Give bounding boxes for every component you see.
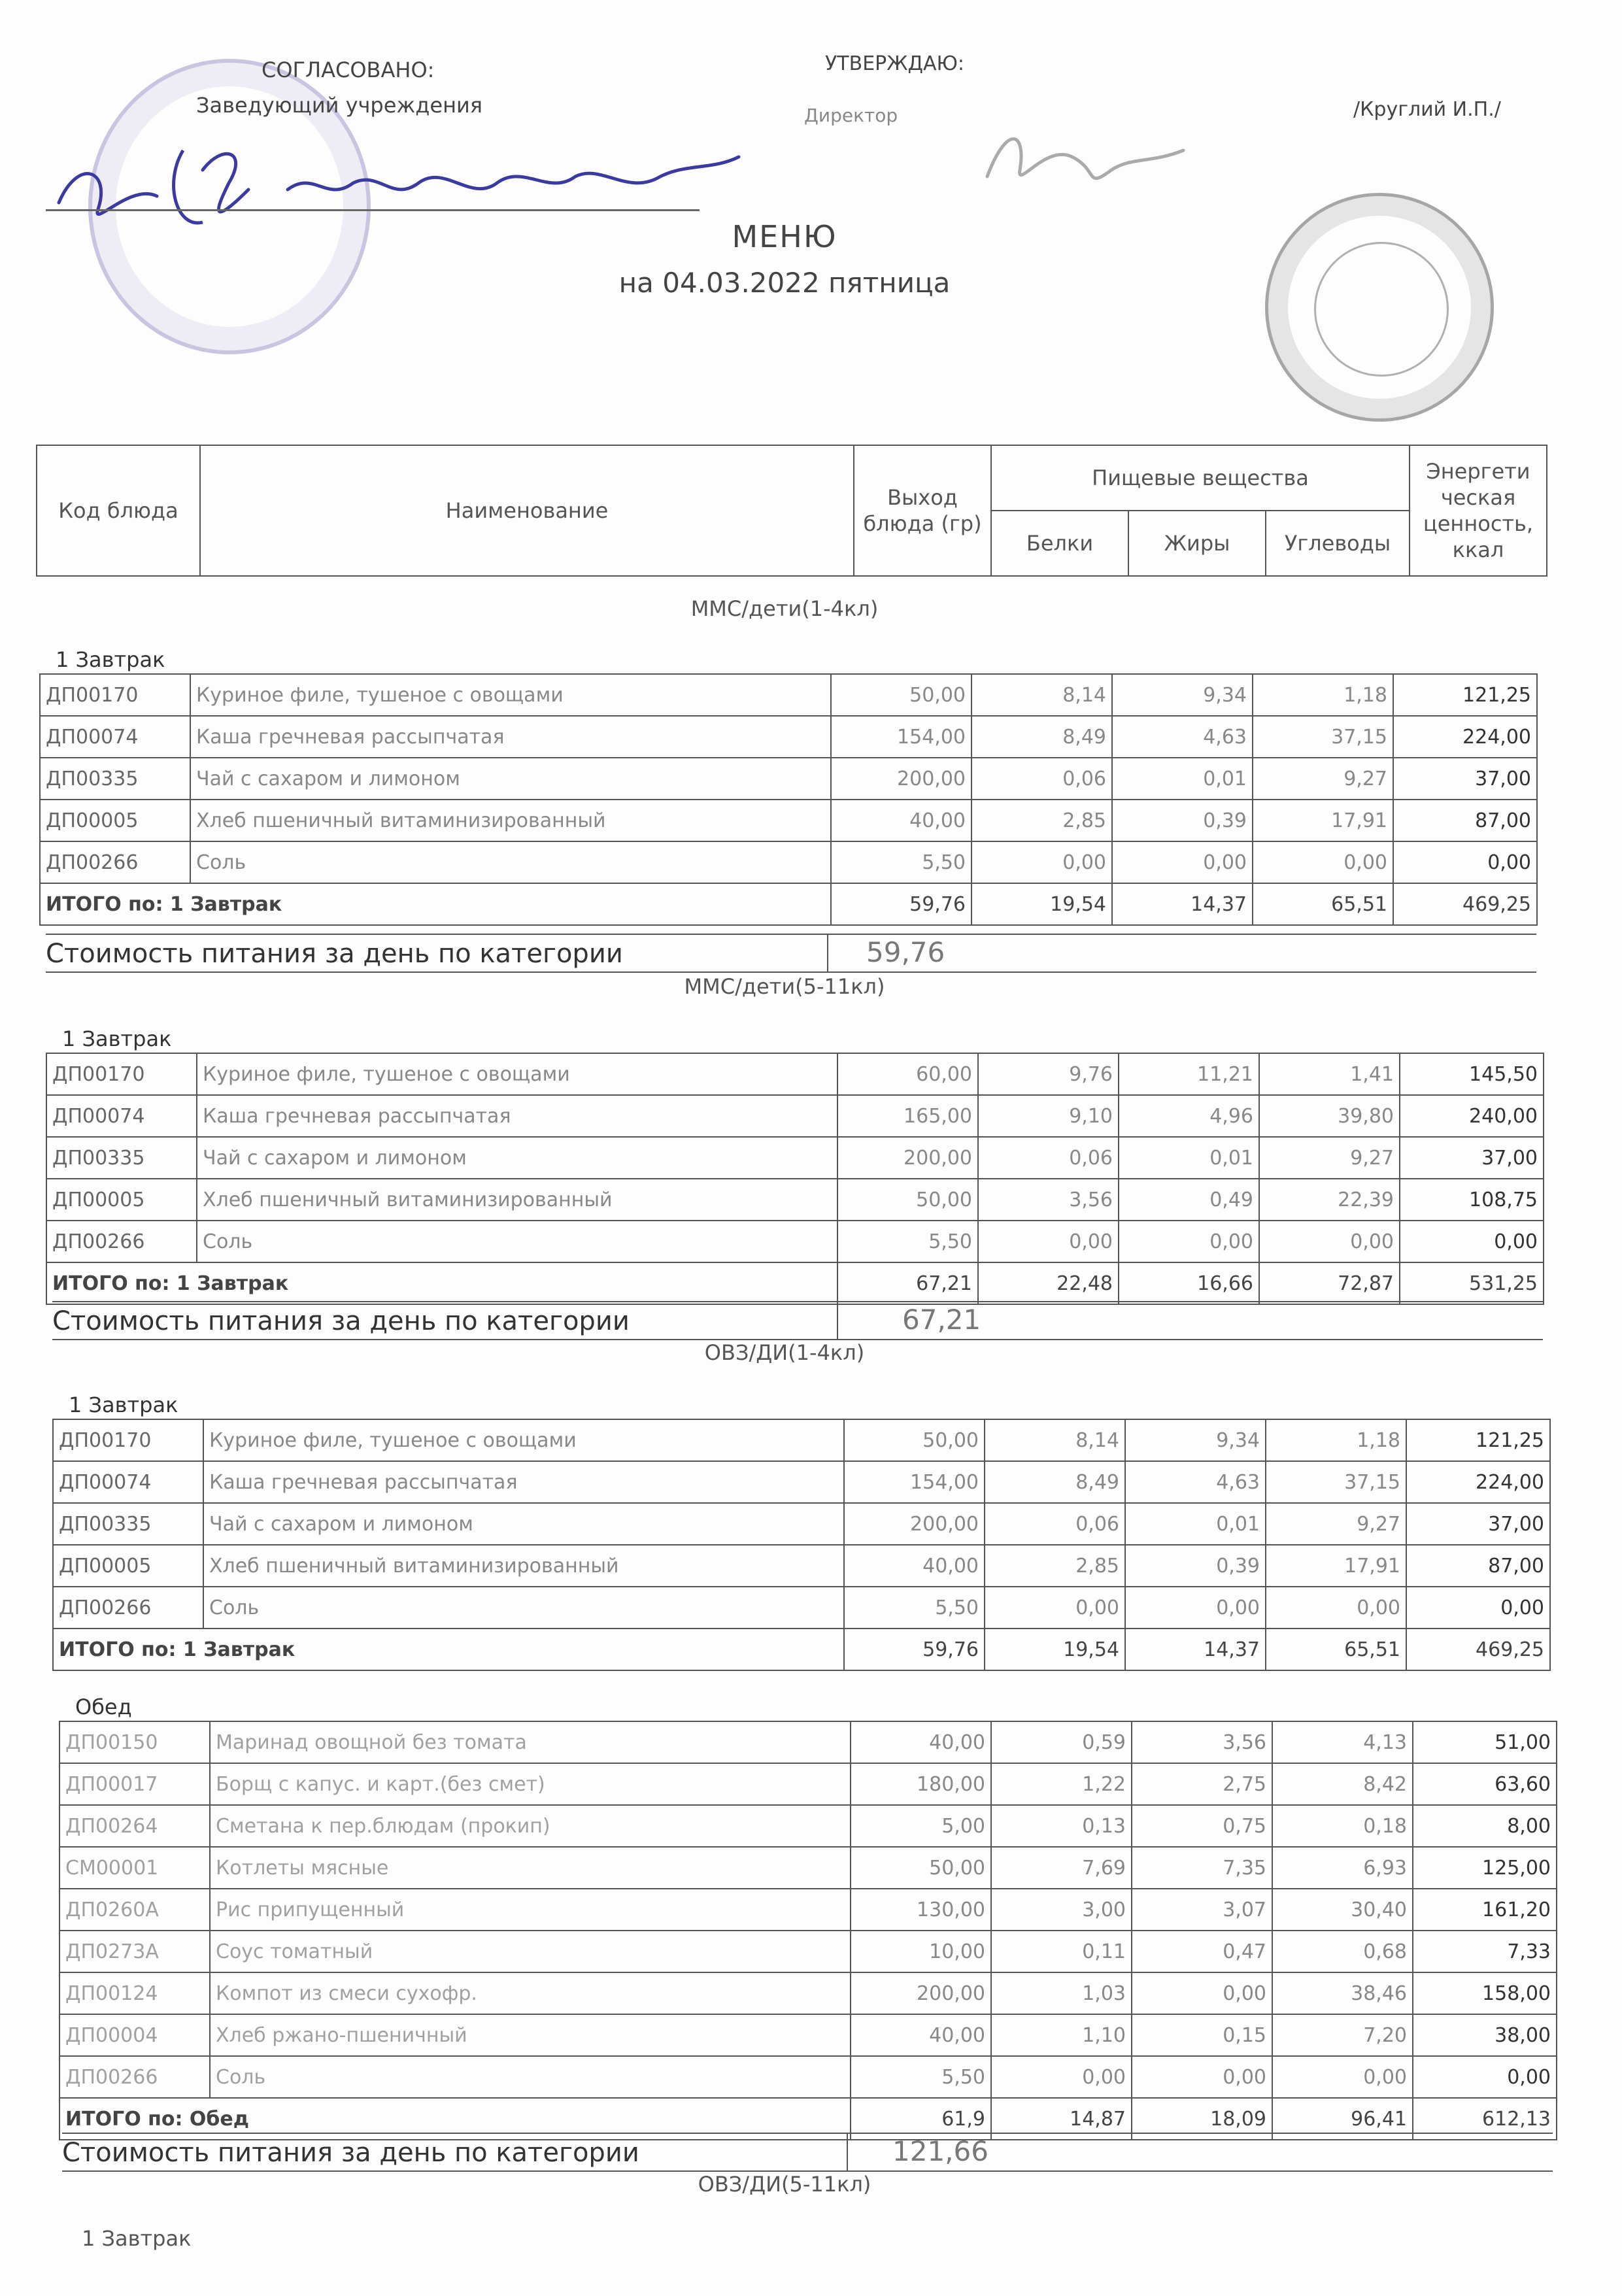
table-row <box>40 758 1537 800</box>
dish-fat: 4,96 <box>1119 1095 1259 1137</box>
dish-fat: 4,63 <box>1112 716 1253 758</box>
meal-label: 1 Завтрак <box>56 647 165 672</box>
dish-energy: 51,00 <box>1413 1721 1557 1763</box>
dish-protein: 0,13 <box>991 1805 1132 1847</box>
dish-code: ДП00266 <box>40 841 190 883</box>
dish-fat: 9,34 <box>1112 674 1253 716</box>
section-label: ММС/дети(1-4кл) <box>690 596 879 621</box>
dish-code: ДП00150 <box>59 1721 210 1763</box>
table-row <box>59 2056 1557 2098</box>
total-fat: 16,66 <box>1119 1262 1259 1304</box>
cost-separator <box>847 2134 848 2170</box>
dish-yield: 200,00 <box>837 1137 978 1179</box>
table-row <box>40 674 1537 716</box>
dish-protein: 1,22 <box>991 1763 1132 1805</box>
table-row <box>53 1461 1550 1503</box>
meal-label: 1 Завтрак <box>82 2226 192 2251</box>
dish-yield: 40,00 <box>844 1545 985 1587</box>
dish-protein: 0,00 <box>978 1221 1119 1262</box>
total-carbs: 96,41 <box>1272 2098 1413 2140</box>
dish-energy: 87,00 <box>1393 800 1537 841</box>
dish-energy: 0,00 <box>1406 1587 1550 1629</box>
dish-protein: 0,11 <box>991 1931 1132 1972</box>
table-row <box>46 1179 1544 1221</box>
total-energy: 469,25 <box>1393 883 1537 925</box>
total-yield: 59,76 <box>844 1629 985 1670</box>
dish-fat: 0,01 <box>1119 1137 1259 1179</box>
dish-carbs: 30,40 <box>1272 1889 1413 1931</box>
dish-carbs: 4,13 <box>1272 1721 1413 1763</box>
col-code: Код блюда <box>37 445 200 576</box>
table-row <box>53 1587 1550 1629</box>
total-fat: 14,37 <box>1125 1629 1266 1670</box>
table-row <box>59 1931 1557 1972</box>
dish-code: ДП00266 <box>53 1587 203 1629</box>
table-row <box>40 800 1537 841</box>
total-yield: 61,9 <box>851 2098 991 2140</box>
dish-energy: 224,00 <box>1393 716 1537 758</box>
director-name: /Круглий И.П./ <box>1353 98 1501 121</box>
dish-carbs: 39,80 <box>1259 1095 1400 1137</box>
dish-carbs: 17,91 <box>1253 800 1393 841</box>
meal-label: 1 Завтрак <box>69 1393 178 1417</box>
dish-carbs: 0,00 <box>1266 1587 1406 1629</box>
table-row <box>53 1503 1550 1545</box>
dish-energy: 63,60 <box>1413 1763 1557 1805</box>
dish-protein: 1,03 <box>991 1972 1132 2014</box>
total-row <box>46 1262 1544 1304</box>
dish-carbs: 1,41 <box>1259 1053 1400 1095</box>
dish-yield: 50,00 <box>851 1847 991 1889</box>
dish-fat: 11,21 <box>1119 1053 1259 1095</box>
dish-carbs: 37,15 <box>1253 716 1393 758</box>
dish-protein: 0,00 <box>972 841 1112 883</box>
dish-yield: 5,50 <box>851 2056 991 2098</box>
total-label: ИТОГО по: 1 Завтрак <box>40 883 831 925</box>
total-protein: 22,48 <box>978 1262 1119 1304</box>
dish-carbs: 0,00 <box>1259 1221 1400 1262</box>
total-row <box>53 1629 1550 1670</box>
dish-yield: 5,50 <box>831 841 972 883</box>
dish-yield: 40,00 <box>851 2014 991 2056</box>
table-row <box>59 1889 1557 1931</box>
dish-name: Хлеб пшеничный витаминизированный <box>203 1545 844 1587</box>
total-energy: 531,25 <box>1400 1262 1544 1304</box>
dish-fat: 4,63 <box>1125 1461 1266 1503</box>
dish-protein: 8,49 <box>985 1461 1125 1503</box>
dish-yield: 154,00 <box>844 1461 985 1503</box>
table-row <box>59 1972 1557 2014</box>
dish-name: Компот из смеси сухофр. <box>210 1972 851 2014</box>
dish-energy: 108,75 <box>1400 1179 1544 1221</box>
dish-code: ДП00264 <box>59 1805 210 1847</box>
dish-carbs: 7,20 <box>1272 2014 1413 2056</box>
table-row <box>59 1763 1557 1805</box>
dish-name: Чай с сахаром и лимоном <box>190 758 831 800</box>
dish-code: ДП00074 <box>40 716 190 758</box>
dish-carbs: 9,27 <box>1259 1137 1400 1179</box>
table-row <box>46 1137 1544 1179</box>
table-row <box>46 1095 1544 1137</box>
dish-protein: 8,14 <box>985 1419 1125 1461</box>
dish-carbs: 9,27 <box>1253 758 1393 800</box>
dish-carbs: 8,42 <box>1272 1763 1413 1805</box>
dish-fat: 7,35 <box>1132 1847 1272 1889</box>
dish-code: ДП00335 <box>53 1503 203 1545</box>
dish-carbs: 17,91 <box>1266 1545 1406 1587</box>
dish-yield: 5,50 <box>844 1587 985 1629</box>
dish-yield: 60,00 <box>837 1053 978 1095</box>
dish-name: Каша гречневая рассыпчатая <box>203 1461 844 1503</box>
dish-yield: 50,00 <box>831 674 972 716</box>
dish-fat: 0,39 <box>1112 800 1253 841</box>
dish-energy: 240,00 <box>1400 1095 1544 1137</box>
total-carbs: 65,51 <box>1266 1629 1406 1670</box>
meal-label: Обед <box>75 1695 132 1719</box>
dish-carbs: 0,00 <box>1253 841 1393 883</box>
dish-energy: 37,00 <box>1406 1503 1550 1545</box>
confirm-label: УТВЕРЖДАЮ: <box>825 52 965 75</box>
dish-carbs: 37,15 <box>1266 1461 1406 1503</box>
dish-energy: 224,00 <box>1406 1461 1550 1503</box>
dish-name: Соль <box>203 1587 844 1629</box>
dish-carbs: 0,68 <box>1272 1931 1413 1972</box>
dish-name: Рис припущенный <box>210 1889 851 1931</box>
dish-fat: 0,75 <box>1132 1805 1272 1847</box>
cost-label: Стоимость питания за день по категории <box>62 2138 639 2168</box>
meal-label: 1 Завтрак <box>62 1026 172 1051</box>
dish-protein: 8,14 <box>972 674 1112 716</box>
dish-carbs: 1,18 <box>1266 1419 1406 1461</box>
dish-fat: 0,15 <box>1132 2014 1272 2056</box>
dish-code: ДП0273А <box>59 1931 210 1972</box>
dish-protein: 3,00 <box>991 1889 1132 1931</box>
total-protein: 14,87 <box>991 2098 1132 2140</box>
dish-protein: 0,06 <box>972 758 1112 800</box>
total-protein: 19,54 <box>985 1629 1125 1670</box>
dish-code: ДП00005 <box>46 1179 197 1221</box>
dish-code: ДП00005 <box>40 800 190 841</box>
dish-energy: 145,50 <box>1400 1053 1544 1095</box>
dish-energy: 8,00 <box>1413 1805 1557 1847</box>
dish-carbs: 6,93 <box>1272 1847 1413 1889</box>
dish-protein: 3,56 <box>978 1179 1119 1221</box>
total-energy: 612,13 <box>1413 2098 1557 2140</box>
dish-protein: 0,06 <box>985 1503 1125 1545</box>
dish-protein: 0,59 <box>991 1721 1132 1763</box>
total-protein: 19,54 <box>972 883 1112 925</box>
dish-carbs: 22,39 <box>1259 1179 1400 1221</box>
dish-code: ДП00017 <box>59 1763 210 1805</box>
document-date: на 04.03.2022 пятница <box>618 267 951 299</box>
dish-code: ДП00074 <box>53 1461 203 1503</box>
signature-line <box>46 209 700 211</box>
cost-row <box>62 2133 1553 2172</box>
column-header-table <box>36 445 1547 577</box>
dish-fat: 0,47 <box>1132 1931 1272 1972</box>
cost-label: Стоимость питания за день по категории <box>46 939 623 969</box>
dish-fat: 0,00 <box>1112 841 1253 883</box>
dish-name: Маринад овощной без томата <box>210 1721 851 1763</box>
dish-energy: 38,00 <box>1413 2014 1557 2056</box>
total-label: ИТОГО по: 1 Завтрак <box>46 1262 837 1304</box>
col-name: Наименование <box>200 445 854 576</box>
director-signature <box>974 105 1190 203</box>
cost-value: 67,21 <box>902 1304 981 1336</box>
cost-separator <box>827 935 828 971</box>
dish-fat: 0,00 <box>1132 1972 1272 2014</box>
dish-name: Чай с сахаром и лимоном <box>203 1503 844 1545</box>
col-carbs: Углеводы <box>1266 511 1410 576</box>
dish-fat: 0,01 <box>1125 1503 1266 1545</box>
dish-name: Соус томатный <box>210 1931 851 1972</box>
dish-name: Борщ с капус. и карт.(без смет) <box>210 1763 851 1805</box>
dish-protein: 0,00 <box>991 2056 1132 2098</box>
dish-code: ДП00335 <box>40 758 190 800</box>
dish-code: ДП00266 <box>59 2056 210 2098</box>
total-energy: 469,25 <box>1406 1629 1550 1670</box>
section-label: ОВЗ/ДИ(5-11кл) <box>698 2172 871 2197</box>
dish-fat: 3,56 <box>1132 1721 1272 1763</box>
dish-energy: 125,00 <box>1413 1847 1557 1889</box>
dish-code: ДП00074 <box>46 1095 197 1137</box>
dish-name: Котлеты мясные <box>210 1847 851 1889</box>
section-label: ОВЗ/ДИ(1-4кл) <box>704 1340 865 1365</box>
dish-code: ДП00170 <box>46 1053 197 1095</box>
dish-name: Каша гречневая рассыпчатая <box>190 716 831 758</box>
dish-fat: 0,00 <box>1125 1587 1266 1629</box>
dish-yield: 180,00 <box>851 1763 991 1805</box>
dish-name: Хлеб ржано-пшеничный <box>210 2014 851 2056</box>
dish-yield: 130,00 <box>851 1889 991 1931</box>
dish-name: Чай с сахаром и лимоном <box>197 1137 837 1179</box>
dish-code: ДП00170 <box>40 674 190 716</box>
dish-yield: 200,00 <box>851 1972 991 2014</box>
total-carbs: 65,51 <box>1253 883 1393 925</box>
table-row <box>40 716 1537 758</box>
col-nutrients: Пищевые вещества <box>991 445 1410 511</box>
dish-fat: 0,01 <box>1112 758 1253 800</box>
dish-code: ДП00124 <box>59 1972 210 2014</box>
dish-energy: 0,00 <box>1413 2056 1557 2098</box>
table-row <box>53 1419 1550 1461</box>
table-row <box>59 1805 1557 1847</box>
dish-code: ДП00170 <box>53 1419 203 1461</box>
dish-yield: 5,00 <box>851 1805 991 1847</box>
dish-yield: 10,00 <box>851 1931 991 1972</box>
dish-yield: 5,50 <box>837 1221 978 1262</box>
col-energy: Энергети ческая ценность, ккал <box>1410 445 1547 576</box>
dish-fat: 3,07 <box>1132 1889 1272 1931</box>
menu-table <box>46 1053 1544 1305</box>
dish-code: ДП0260А <box>59 1889 210 1931</box>
dish-fat: 0,49 <box>1119 1179 1259 1221</box>
dish-name: Хлеб пшеничный витаминизированный <box>197 1179 837 1221</box>
table-row <box>59 2014 1557 2056</box>
dish-protein: 8,49 <box>972 716 1112 758</box>
table-row <box>46 1221 1544 1262</box>
cost-value: 121,66 <box>892 2135 988 2167</box>
table-row <box>40 841 1537 883</box>
director-label: Директор <box>804 105 898 126</box>
dish-energy: 7,33 <box>1413 1931 1557 1972</box>
dish-yield: 40,00 <box>851 1721 991 1763</box>
table-row <box>59 1721 1557 1763</box>
head-position-label: Заведующий учреждения <box>196 93 483 118</box>
menu-table <box>39 673 1538 926</box>
menu-table <box>59 1721 1557 2140</box>
dish-code: СМ00001 <box>59 1847 210 1889</box>
dish-yield: 50,00 <box>844 1419 985 1461</box>
dish-yield: 200,00 <box>844 1503 985 1545</box>
total-label: ИТОГО по: 1 Завтрак <box>53 1629 844 1670</box>
dish-name: Сметана к пер.блюдам (прокип) <box>210 1805 851 1847</box>
dish-protein: 7,69 <box>991 1847 1132 1889</box>
total-row <box>40 883 1537 925</box>
dish-yield: 50,00 <box>837 1179 978 1221</box>
col-protein: Белки <box>991 511 1128 576</box>
dish-fat: 2,75 <box>1132 1763 1272 1805</box>
dish-name: Куриное филе, тушеное с овощами <box>197 1053 837 1095</box>
total-fat: 14,37 <box>1112 883 1253 925</box>
col-yield: Выход блюда (гр) <box>854 445 991 576</box>
dish-yield: 40,00 <box>831 800 972 841</box>
dish-energy: 0,00 <box>1393 841 1537 883</box>
dish-code: ДП00004 <box>59 2014 210 2056</box>
section-label: ММС/дети(5-11кл) <box>684 974 885 999</box>
seal-stamp-right-inner <box>1314 242 1449 377</box>
dish-energy: 0,00 <box>1400 1221 1544 1262</box>
menu-table <box>52 1419 1551 1671</box>
dish-protein: 9,76 <box>978 1053 1119 1095</box>
total-fat: 18,09 <box>1132 2098 1272 2140</box>
dish-protein: 9,10 <box>978 1095 1119 1137</box>
dish-carbs: 0,00 <box>1272 2056 1413 2098</box>
cost-row <box>52 1301 1543 1340</box>
cost-value: 59,76 <box>866 936 945 968</box>
dish-carbs: 38,46 <box>1272 1972 1413 2014</box>
dish-energy: 87,00 <box>1406 1545 1550 1587</box>
dish-fat: 0,00 <box>1119 1221 1259 1262</box>
dish-energy: 161,20 <box>1413 1889 1557 1931</box>
dish-protein: 0,06 <box>978 1137 1119 1179</box>
dish-yield: 165,00 <box>837 1095 978 1137</box>
dish-code: ДП00266 <box>46 1221 197 1262</box>
dish-name: Куриное филе, тушеное с овощами <box>190 674 831 716</box>
dish-carbs: 9,27 <box>1266 1503 1406 1545</box>
dish-yield: 200,00 <box>831 758 972 800</box>
dish-energy: 158,00 <box>1413 1972 1557 2014</box>
table-row <box>59 1847 1557 1889</box>
table-row <box>53 1545 1550 1587</box>
cost-label: Стоимость питания за день по категории <box>52 1306 630 1336</box>
dish-fat: 0,39 <box>1125 1545 1266 1587</box>
table-row <box>46 1053 1544 1095</box>
dish-name: Хлеб пшеничный витаминизированный <box>190 800 831 841</box>
dish-protein: 1,10 <box>991 2014 1132 2056</box>
dish-energy: 37,00 <box>1393 758 1537 800</box>
dish-fat: 9,34 <box>1125 1419 1266 1461</box>
dish-name: Куриное филе, тушеное с овощами <box>203 1419 844 1461</box>
total-label: ИТОГО по: Обед <box>59 2098 851 2140</box>
dish-protein: 0,00 <box>985 1587 1125 1629</box>
dish-name: Соль <box>197 1221 837 1262</box>
dish-energy: 121,25 <box>1406 1419 1550 1461</box>
dish-energy: 37,00 <box>1400 1137 1544 1179</box>
cost-separator <box>837 1302 838 1339</box>
dish-protein: 2,85 <box>972 800 1112 841</box>
total-yield: 67,21 <box>837 1262 978 1304</box>
dish-fat: 0,00 <box>1132 2056 1272 2098</box>
col-fat: Жиры <box>1128 511 1266 576</box>
dish-yield: 154,00 <box>831 716 972 758</box>
dish-code: ДП00005 <box>53 1545 203 1587</box>
dish-carbs: 0,18 <box>1272 1805 1413 1847</box>
document-title: МЕНЮ <box>732 219 837 254</box>
dish-carbs: 1,18 <box>1253 674 1393 716</box>
total-yield: 59,76 <box>831 883 972 925</box>
dish-energy: 121,25 <box>1393 674 1537 716</box>
approved-label: СОГЛАСОВАНО: <box>262 58 435 82</box>
cost-row <box>46 934 1536 973</box>
dish-name: Соль <box>190 841 831 883</box>
total-carbs: 72,87 <box>1259 1262 1400 1304</box>
dish-code: ДП00335 <box>46 1137 197 1179</box>
dish-protein: 2,85 <box>985 1545 1125 1587</box>
dish-name: Каша гречневая рассыпчатая <box>197 1095 837 1137</box>
dish-name: Соль <box>210 2056 851 2098</box>
